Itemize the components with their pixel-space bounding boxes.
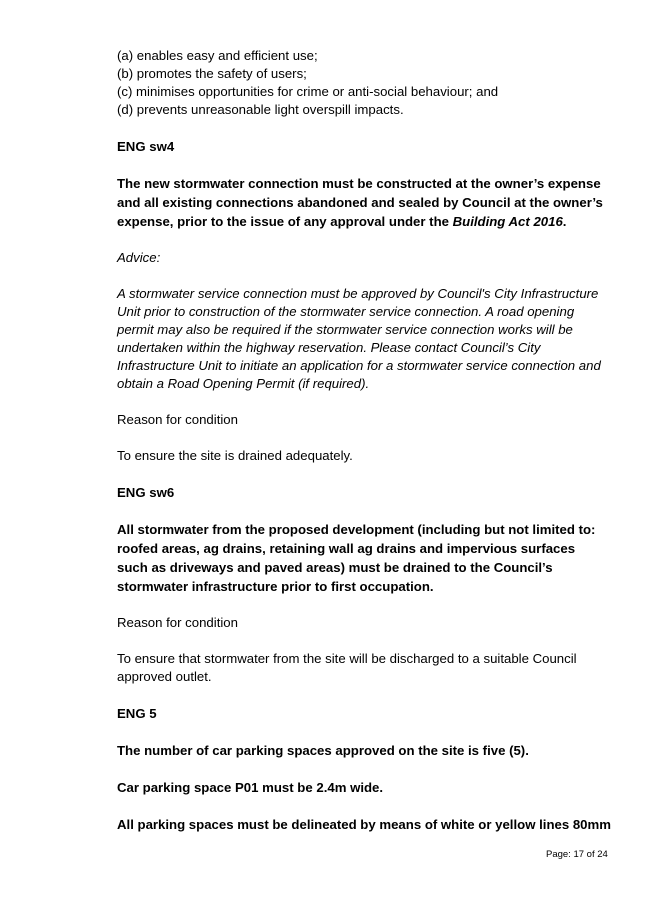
reason-text-sw4: To ensure the site is drained adequately.	[117, 448, 353, 463]
reason-label-sw6: Reason for condition	[117, 615, 238, 630]
condition-sw4-text: The new stormwater connection must be constructed at the owner’s expense and all existing connections abandoned and sealed by Council at the owner’s expense, prior to the issue of any approval under the	[117, 176, 603, 229]
reason-label-sw4: Reason for condition	[117, 412, 238, 427]
page-number: Page: 17 of 24	[546, 849, 608, 860]
list-item: (b) promotes the safety of users;	[117, 66, 307, 81]
list-item: (d) prevents unreasonable light overspill impacts.	[117, 102, 404, 117]
list-item: (a) enables easy and efficient use;	[117, 48, 318, 63]
reason-text-sw6: To ensure that stormwater from the site will be discharged to a suitable Council approved outlet.	[117, 651, 577, 684]
condition-eng5-lines: All parking spaces must be delineated by means of white or yellow lines 80mm	[117, 817, 611, 832]
condition-eng5-width: Car parking space P01 must be 2.4m wide.	[117, 780, 384, 795]
section-heading-sw6: ENG sw6	[117, 485, 175, 500]
advice-text: A stormwater service connection must be approved by Council's City Infrastructure Unit prior to construction of the stormwater service connection. A road opening permit may also be required if the stormwater service connection works will be undertaken within the highway reservation. Please contact Council’s City Infrastructure Unit to initiate an application for a stormwater service connection and obtain a Road Opening Permit (if required).	[117, 286, 601, 391]
section-heading-eng5: ENG 5	[117, 706, 157, 721]
condition-sw4-act: Building Act 2016	[452, 214, 563, 229]
section-heading-sw4: ENG sw4	[117, 139, 175, 154]
list-item: (c) minimises opportunities for crime or anti-social behaviour; and	[117, 84, 499, 99]
criteria-list	[117, 47, 607, 119]
condition-sw4	[117, 174, 607, 231]
condition-sw4-end: .	[562, 214, 567, 229]
advice-label: Advice:	[117, 250, 161, 265]
condition-sw6: All stormwater from the proposed development (including but not limited to: roofed areas, ag drains, retaining wall ag drains and impervious surfaces such as driveways and paved areas) must be drained to the Council’s stormwater infrastructure prior to first occupation.	[117, 522, 596, 594]
condition-eng5-spaces: The number of car parking spaces approved on the site is five (5).	[117, 743, 529, 758]
page-content	[117, 47, 611, 834]
